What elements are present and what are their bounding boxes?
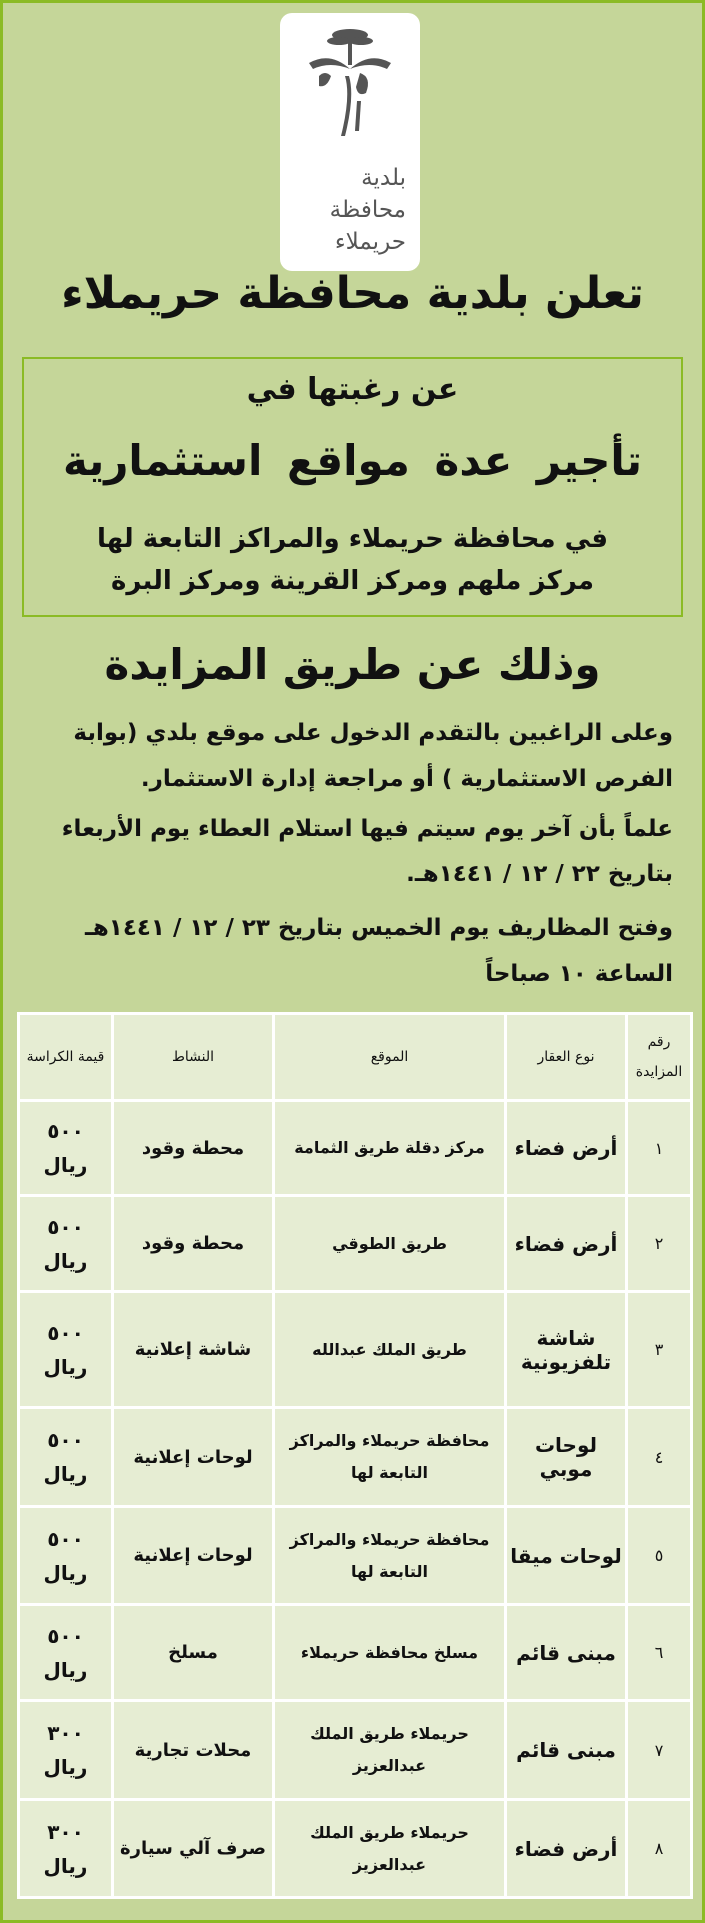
cell-activity: محلات تجارية: [113, 1701, 274, 1800]
cell-number: ٢: [627, 1196, 692, 1292]
header-type: نوع العقار: [506, 1014, 627, 1101]
header-value: قيمة الكراسة: [19, 1014, 113, 1101]
cell-value: ٣٠٠ ريال: [19, 1701, 113, 1800]
cell-type: أرض فضاء: [506, 1196, 627, 1292]
table-row: [19, 1408, 692, 1507]
palm-logo-icon: [305, 21, 395, 161]
cell-activity: محطة وقود: [113, 1196, 274, 1292]
table-row: [19, 1101, 692, 1196]
logo-text-line: محافظة: [329, 197, 406, 223]
cell-type: مبنى قائم: [506, 1605, 627, 1701]
cell-value: ٥٠٠ ريال: [19, 1408, 113, 1507]
auction-table: [17, 1012, 693, 1899]
cell-activity: لوحات إعلانية: [113, 1408, 274, 1507]
box-line-intro: عن رغبتها في: [246, 372, 459, 407]
cell-activity: محطة وقود: [113, 1101, 274, 1196]
cell-value: ٥٠٠ ريال: [19, 1196, 113, 1292]
cell-activity: لوحات إعلانية: [113, 1507, 274, 1605]
body-line: بتاريخ ٢٢ / ١٢ / ١٤٤١هـ.: [406, 861, 673, 887]
cell-value: ٣٠٠ ريال: [19, 1800, 113, 1898]
table-row: [19, 1605, 692, 1701]
cell-value: ٥٠٠ ريال: [19, 1605, 113, 1701]
body-line: وعلى الراغبين بالتقدم الدخول على موقع بلدي (بوابة: [73, 720, 673, 746]
table-row: [19, 1507, 692, 1605]
body-line: علماً بأن آخر يوم سيتم فيها استلام العطاء يوم الأربعاء: [61, 816, 673, 842]
cell-activity: شاشة إعلانية: [113, 1292, 274, 1408]
cell-value: ٥٠٠ ريال: [19, 1101, 113, 1196]
cell-number: ٣: [627, 1292, 692, 1408]
cell-value: ٥٠٠ ريال: [19, 1507, 113, 1605]
logo-text-line: بلدية: [361, 165, 406, 191]
cell-number: ٥: [627, 1507, 692, 1605]
headline: تعلن بلدية محافظة حريملاء: [61, 268, 644, 319]
table-row: [19, 1701, 692, 1800]
cell-number: ١: [627, 1101, 692, 1196]
cell-type: شاشة تلفزيونية: [506, 1292, 627, 1408]
cell-number: ٧: [627, 1701, 692, 1800]
body-line: وفتح المظاريف يوم الخميس بتاريخ ٢٣ / ١٢ / ١٤٤١هـ: [84, 915, 673, 941]
header-location: الموقع: [274, 1014, 506, 1101]
cell-number: ٤: [627, 1408, 692, 1507]
cell-type: لوحات موبي: [506, 1408, 627, 1507]
municipality-logo: [280, 13, 420, 271]
table-row: [19, 1292, 692, 1408]
header-number: رقم المزايدة: [627, 1014, 692, 1101]
cell-type: مبنى قائم: [506, 1701, 627, 1800]
cell-type: أرض فضاء: [506, 1800, 627, 1898]
cell-location: طريق الملك عبدالله: [274, 1292, 506, 1408]
cell-number: ٦: [627, 1605, 692, 1701]
cell-location: مركز دقلة طريق الثمامة: [274, 1101, 506, 1196]
cell-location: محافظة حريملاء والمراكز التابعة لها: [274, 1507, 506, 1605]
cell-location: طريق الطوقي: [274, 1196, 506, 1292]
logo-text-line: حريملاء: [334, 229, 406, 255]
box-line-title: تأجير عدة مواقع استثمارية: [63, 436, 642, 485]
subheadline: وذلك عن طريق المزايدة: [104, 640, 601, 689]
cell-location: محافظة حريملاء والمراكز التابعة لها: [274, 1408, 506, 1507]
header-activity: النشاط: [113, 1014, 274, 1101]
cell-activity: مسلخ: [113, 1605, 274, 1701]
table-row: [19, 1196, 692, 1292]
cell-type: أرض فضاء: [506, 1101, 627, 1196]
table-header-row: [19, 1014, 692, 1101]
cell-number: ٨: [627, 1800, 692, 1898]
cell-location: مسلخ محافظة حريملاء: [274, 1605, 506, 1701]
cell-type: لوحات ميقا: [506, 1507, 627, 1605]
table-row: [19, 1800, 692, 1898]
body-line: الفرص الاستثمارية ) أو مراجعة إدارة الاستثمار.: [140, 766, 673, 792]
cell-location: حريملاء طريق الملك عبدالعزيز: [274, 1701, 506, 1800]
box-line-centers: مركز ملهم ومركز القرينة ومركز البرة: [110, 566, 595, 596]
cell-value: ٥٠٠ ريال: [19, 1292, 113, 1408]
body-line: الساعة ١٠ صباحاً: [485, 961, 673, 987]
box-line-location: في محافظة حريملاء والمراكز التابعة لها: [96, 524, 609, 554]
cell-location: حريملاء طريق الملك عبدالعزيز: [274, 1800, 506, 1898]
cell-activity: صرف آلي سيارة: [113, 1800, 274, 1898]
